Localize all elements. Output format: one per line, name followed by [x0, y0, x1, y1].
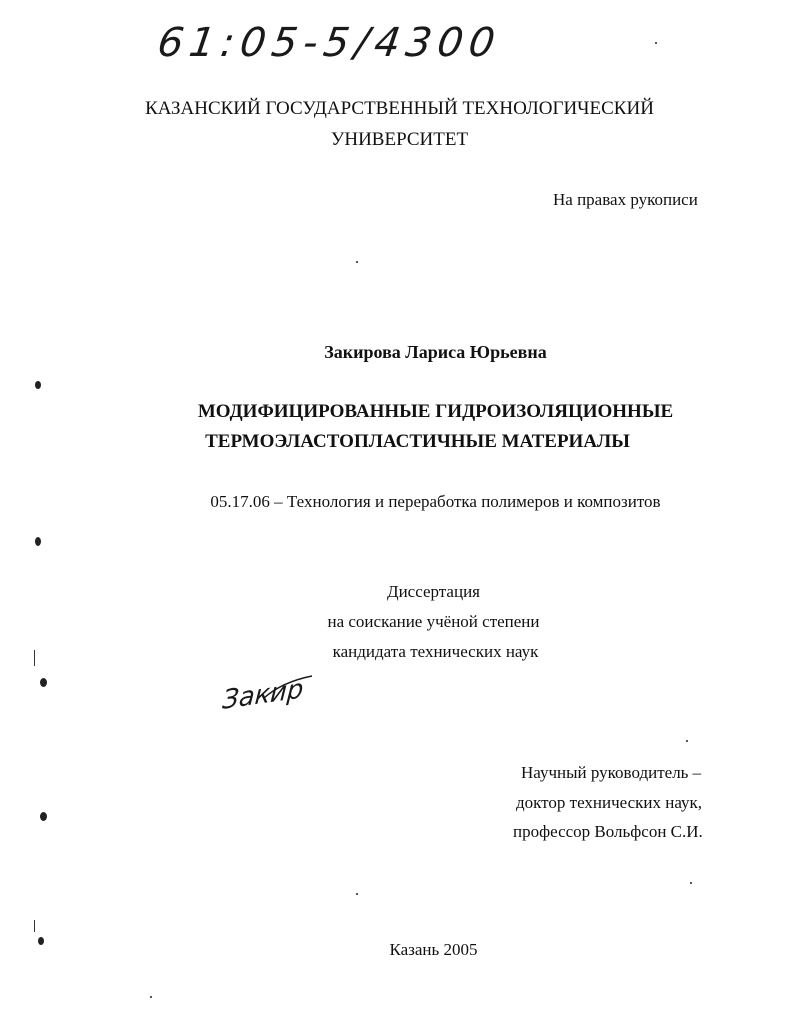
signature-stroke	[262, 672, 322, 702]
scan-dust-speck	[356, 893, 358, 895]
dissertation-title-line1: МОДИФИЦИРОВАННЫЕ ГИДРОИЗОЛЯЦИОННЫЕ	[197, 401, 674, 422]
binding-hole-mark	[35, 537, 41, 546]
scan-dust-speck	[690, 882, 692, 884]
binding-hole-mark	[40, 812, 47, 821]
scan-dust-speck	[150, 996, 152, 998]
scan-dust-speck	[655, 42, 657, 44]
binding-hole-mark	[38, 937, 44, 945]
city-year: Казань 2005	[389, 940, 478, 959]
manuscript-note: На правах рукописи	[553, 190, 698, 209]
archive-number-handwritten: 61:05-5/4300	[154, 20, 504, 66]
supervisor-line1: Научный руководитель –	[521, 763, 702, 782]
university-name-line1: КАЗАНСКИЙ ГОСУДАРСТВЕННЫЙ ТЕХНОЛОГИЧЕСКИЙ	[145, 98, 654, 119]
degree-line1: на соискание учёной степени	[327, 612, 540, 631]
handwritten-signature: Закир	[221, 674, 305, 716]
university-name-line2: УНИВЕРСИТЕТ	[330, 129, 469, 150]
scan-line-mark	[34, 650, 35, 666]
dissertation-type: Диссертация	[386, 582, 480, 601]
scan-line-mark	[34, 920, 35, 932]
specialty: 05.17.06 – Технология и переработка полимеров и композитов	[210, 492, 661, 511]
author-name: Закирова Лариса Юрьевна	[324, 342, 547, 362]
scan-dust-speck	[686, 740, 688, 742]
supervisor-line2: доктор технических наук,	[516, 793, 703, 812]
scan-dust-speck	[356, 261, 358, 263]
supervisor-line3: профессор Вольфсон С.И.	[513, 822, 703, 841]
binding-hole-mark	[40, 678, 47, 687]
dissertation-title-line2: ТЕРМОЭЛАСТОПЛАСТИЧНЫЕ МАТЕРИАЛЫ	[205, 431, 630, 452]
binding-hole-mark	[35, 381, 41, 389]
degree-line2: кандидата технических наук	[332, 642, 539, 661]
